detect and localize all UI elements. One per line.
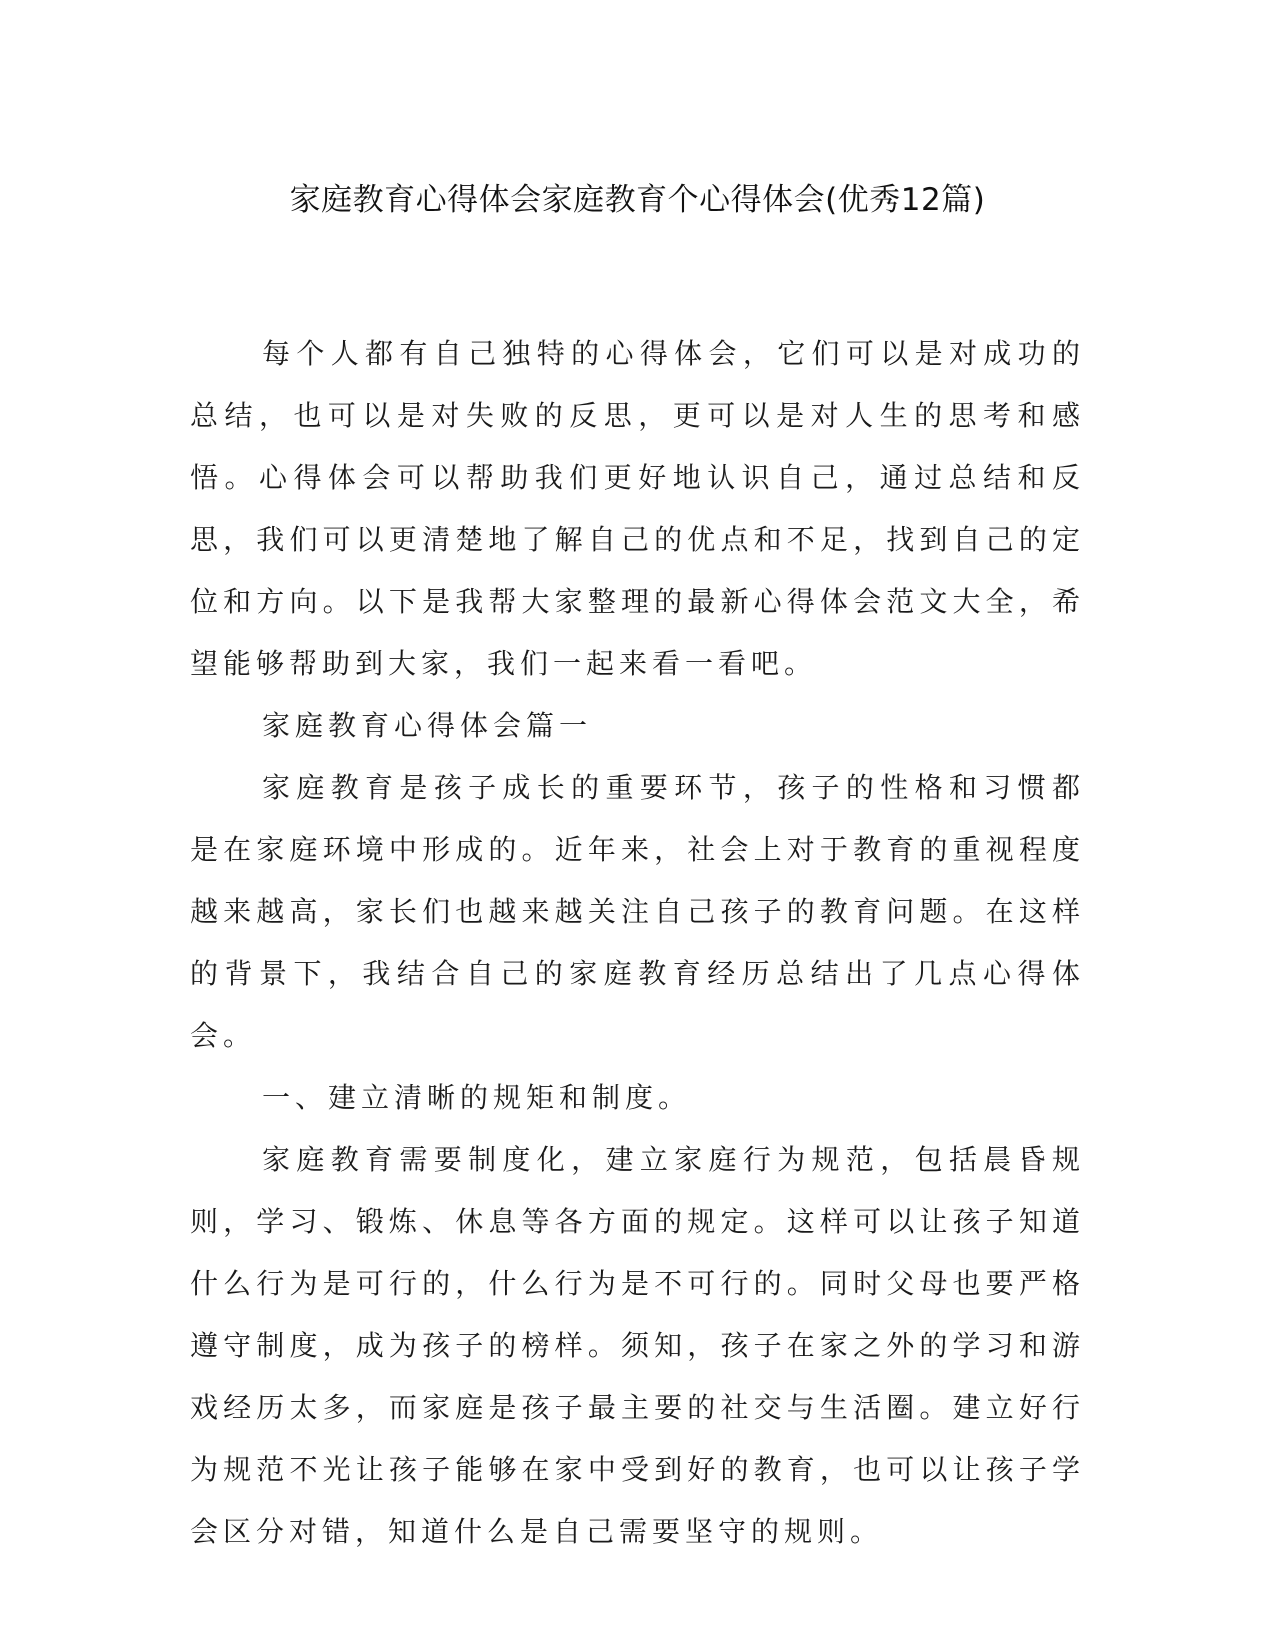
subsection-heading: 一、建立清晰的规矩和制度。 <box>262 1081 692 1114</box>
document-body <box>190 323 1085 1563</box>
body-paragraph: 家庭教育是孩子成长的重要环节，孩子的性格和习惯都是在家庭环境中形成的。近年来，社会上对于教育的重视程度越来越高，家长们也越来越关注自己孩子的教育问题。在这样的背景下，我结合自己的家庭教育经历总结出了几点心得体会。 <box>190 771 1085 1052</box>
body-paragraph: 家庭教育需要制度化，建立家庭行为规范，包括晨昏规则，学习、锻炼、休息等各方面的规定。这样可以让孩子知道什么行为是可行的，什么行为是不可行的。同时父母也要严格遵守制度，成为孩子的榜样。须知，孩子在家之外的学习和游戏经历太多，而家庭是孩子最主要的社交与生活圈。建立好行为规范不光让孩子能够在家中受到好的教育，也可以让孩子学会区分对错，知道什么是自己需要坚守的规则。 <box>190 1143 1085 1548</box>
intro-paragraph: 每个人都有自己独特的心得体会，它们可以是对成功的总结，也可以是对失败的反思，更可以是对人生的思考和感悟。心得体会可以帮助我们更好地认识自己，通过总结和反思，我们可以更清楚地了解自己的优点和不足，找到自己的定位和方向。以下是我帮大家整理的最新心得体会范文大全，希望能够帮助到大家，我们一起来看一看吧。 <box>190 337 1085 680</box>
document-title: 家庭教育心得体会家庭教育个心得体会(优秀12篇) <box>289 182 986 218</box>
section-heading: 家庭教育心得体会篇一 <box>262 709 593 742</box>
